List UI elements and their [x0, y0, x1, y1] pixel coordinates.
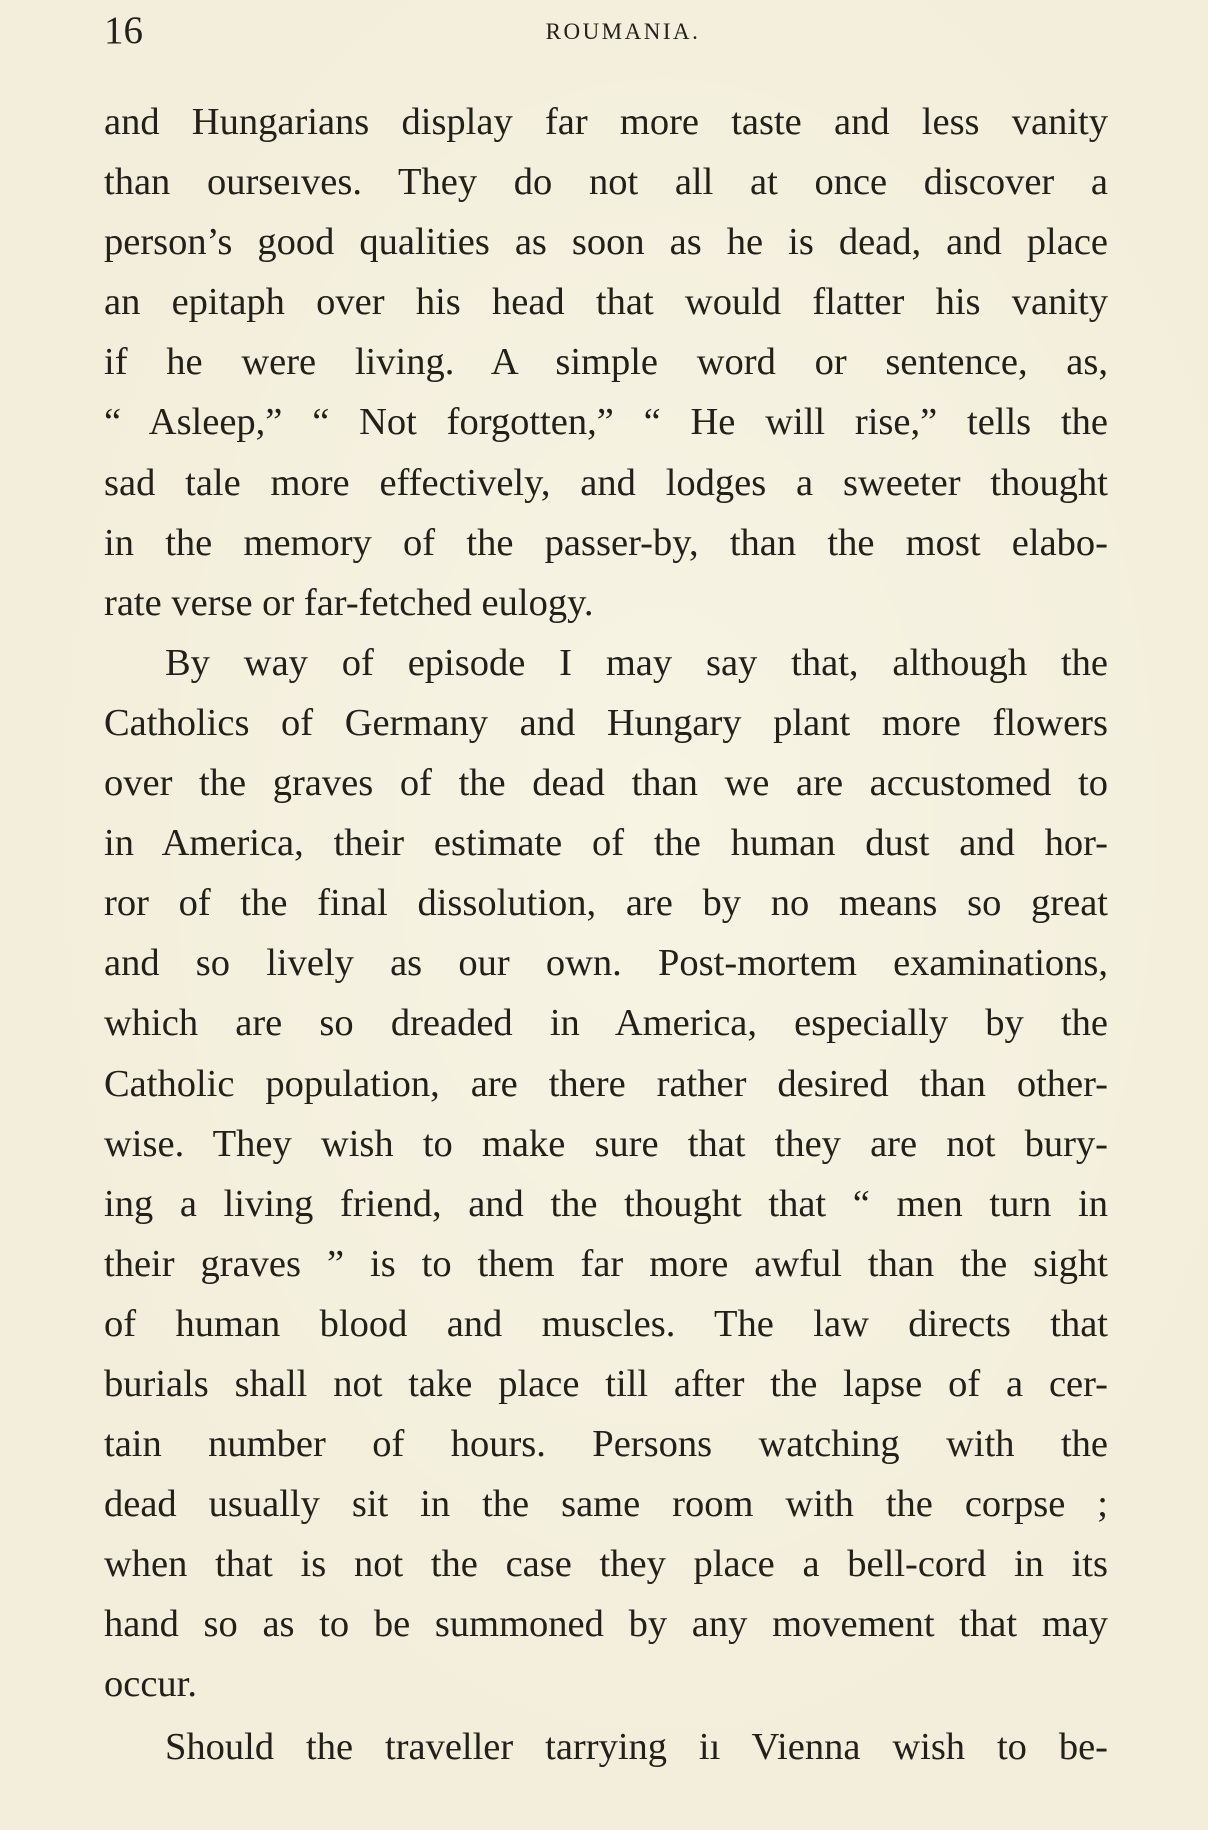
text-line: ing a living friend, and the thought that “ men turn in [104, 1182, 1108, 1225]
text-line: their graves ” is to them far more awful than the sight [104, 1242, 1108, 1285]
page-header [104, 6, 1112, 56]
paragraph-start-line: By way of episode I may say that, although the [165, 641, 1108, 684]
text-line: when that is not the case they place a bell-cord in its [104, 1543, 1108, 1586]
body-text [104, 92, 1108, 1777]
text-line: in America, their estimate of the human dust and hor- [104, 822, 1108, 865]
text-line: which are so dreaded in America, especially by the [104, 1002, 1108, 1045]
text-line: and Hungarians display far more taste and less vanity [104, 101, 1108, 143]
paragraph-end-line: rate verse or far-fetched eulogy. [104, 581, 594, 624]
text-line: sad tale more effectively, and lodges a sweeter thought [104, 461, 1108, 504]
running-head: ROUMANIA. [545, 19, 701, 44]
text-line: in the memory of the passer-by, than the most elabo- [104, 521, 1108, 564]
text-line: wise. They wish to make sure that they are not bury- [104, 1122, 1108, 1165]
text-line: “ Asleep,” “ Not forgotten,” “ He will rise,” tells the [104, 401, 1108, 444]
text-line: person’s good qualities as soon as he is dead, and place [104, 221, 1108, 264]
text-line: Catholic population, are there rather desired than other- [104, 1062, 1108, 1105]
text-line: dead usually sit in the same room with the corpse ; [104, 1483, 1108, 1526]
text-line: tain number of hours. Persons watching with the [104, 1423, 1108, 1466]
paragraph-end-line: occur. [104, 1663, 197, 1706]
text-line: ror of the final dissolution, are by no means so great [104, 882, 1108, 925]
text-line: than ourseıves. They do not all at once discover a [104, 161, 1108, 204]
text-line: if he were living. A simple word or sentence, as, [104, 341, 1108, 384]
text-line: an epitaph over his head that would flatter his vanity [104, 281, 1108, 324]
text-line: hand so as to be summoned by any movement that may [104, 1603, 1108, 1646]
text-line: of human blood and muscles. The law directs that [104, 1302, 1108, 1345]
text-line: burials shall not take place till after the lapse of a cer- [104, 1362, 1108, 1405]
paragraph-start-line: Should the traveller tarrying iı Vienna wish to be- [165, 1725, 1108, 1768]
text-line: and so lively as our own. Post-mortem examinations, [104, 942, 1108, 985]
text-line: Catholics of Germany and Hungary plant more flowers [104, 701, 1108, 744]
page-number: 16 [104, 9, 143, 52]
text-line: over the graves of the dead than we are accustomed to [104, 762, 1108, 805]
